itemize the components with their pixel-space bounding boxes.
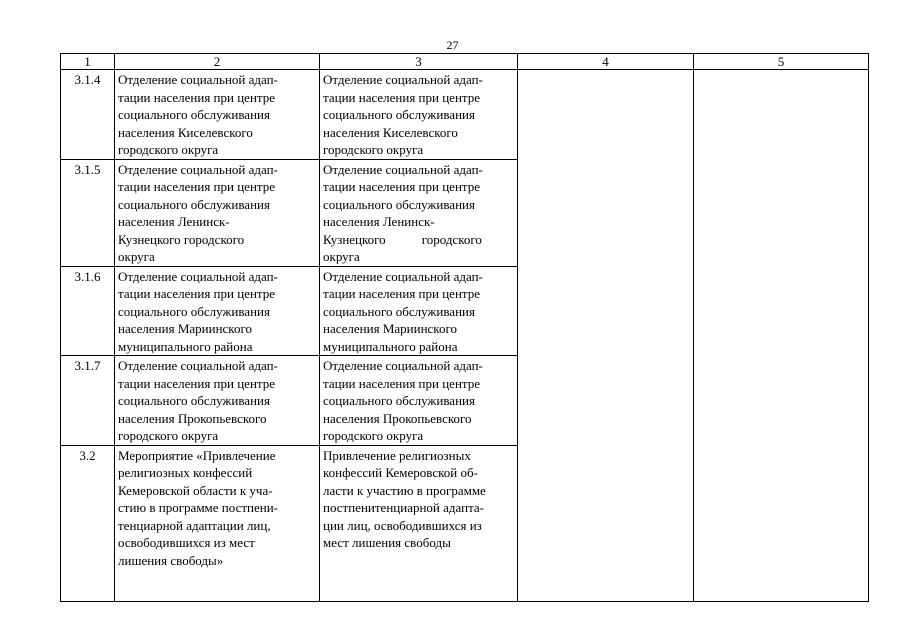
row-description: Отделение социальной адап- тации населения при центре социального обслуживания населения Мариинского муниципального района <box>320 266 518 356</box>
row-title: Отделение социальной адап- тации населения при центре социального обслуживания населения Прокопьевского городского округа <box>115 356 320 446</box>
row-title: Отделение социальной адап- тации населения при центре социального обслуживания населения Киселевского городского округа <box>115 70 320 160</box>
column-header-3: 3 <box>320 54 518 70</box>
column-header-2: 2 <box>115 54 320 70</box>
row-title: Мероприятие «Привлечение религиозных конфессий Кемеровской области к уча- стию в программе постпени- тенциарной адаптации лиц, освободившихся из мест лишения свободы» <box>115 445 320 601</box>
column-4-cell <box>518 70 694 602</box>
row-number: 3.1.4 <box>61 70 115 160</box>
row-number: 3.1.6 <box>61 266 115 356</box>
column-header-1: 1 <box>61 54 115 70</box>
column-5-cell <box>694 70 869 602</box>
row-description: Привлечение религиозных конфессий Кемеровской об- ласти к участию в программе постпенитенциарной адапта- ции лиц, освободившихся из мест лишения свободы <box>320 445 518 601</box>
page-number: 27 <box>446 38 459 52</box>
row-number: 3.1.5 <box>61 159 115 266</box>
row-title: Отделение социальной адап- тации населения при центре социального обслуживания населения Мариинского муниципального района <box>115 266 320 356</box>
row-description: Отделение социальной адап- тации населения при центре социального обслуживания населения Ленинск- Кузнецкого городского округа <box>320 159 518 266</box>
row-description: Отделение социальной адап- тации населения при центре социального обслуживания населения Киселевского городского округа <box>320 70 518 160</box>
row-number: 3.2 <box>61 445 115 601</box>
header-row <box>61 54 869 70</box>
table-row <box>61 70 869 160</box>
column-header-4: 4 <box>518 54 694 70</box>
row-number: 3.1.7 <box>61 356 115 446</box>
document-table <box>60 53 869 602</box>
row-title: Отделение социальной адап- тации населения при центре социального обслуживания населения Ленинск- Кузнецкого городского округа <box>115 159 320 266</box>
column-header-5: 5 <box>694 54 869 70</box>
row-description: Отделение социальной адап- тации населения при центре социального обслуживания населения Прокопьевского городского округа <box>320 356 518 446</box>
